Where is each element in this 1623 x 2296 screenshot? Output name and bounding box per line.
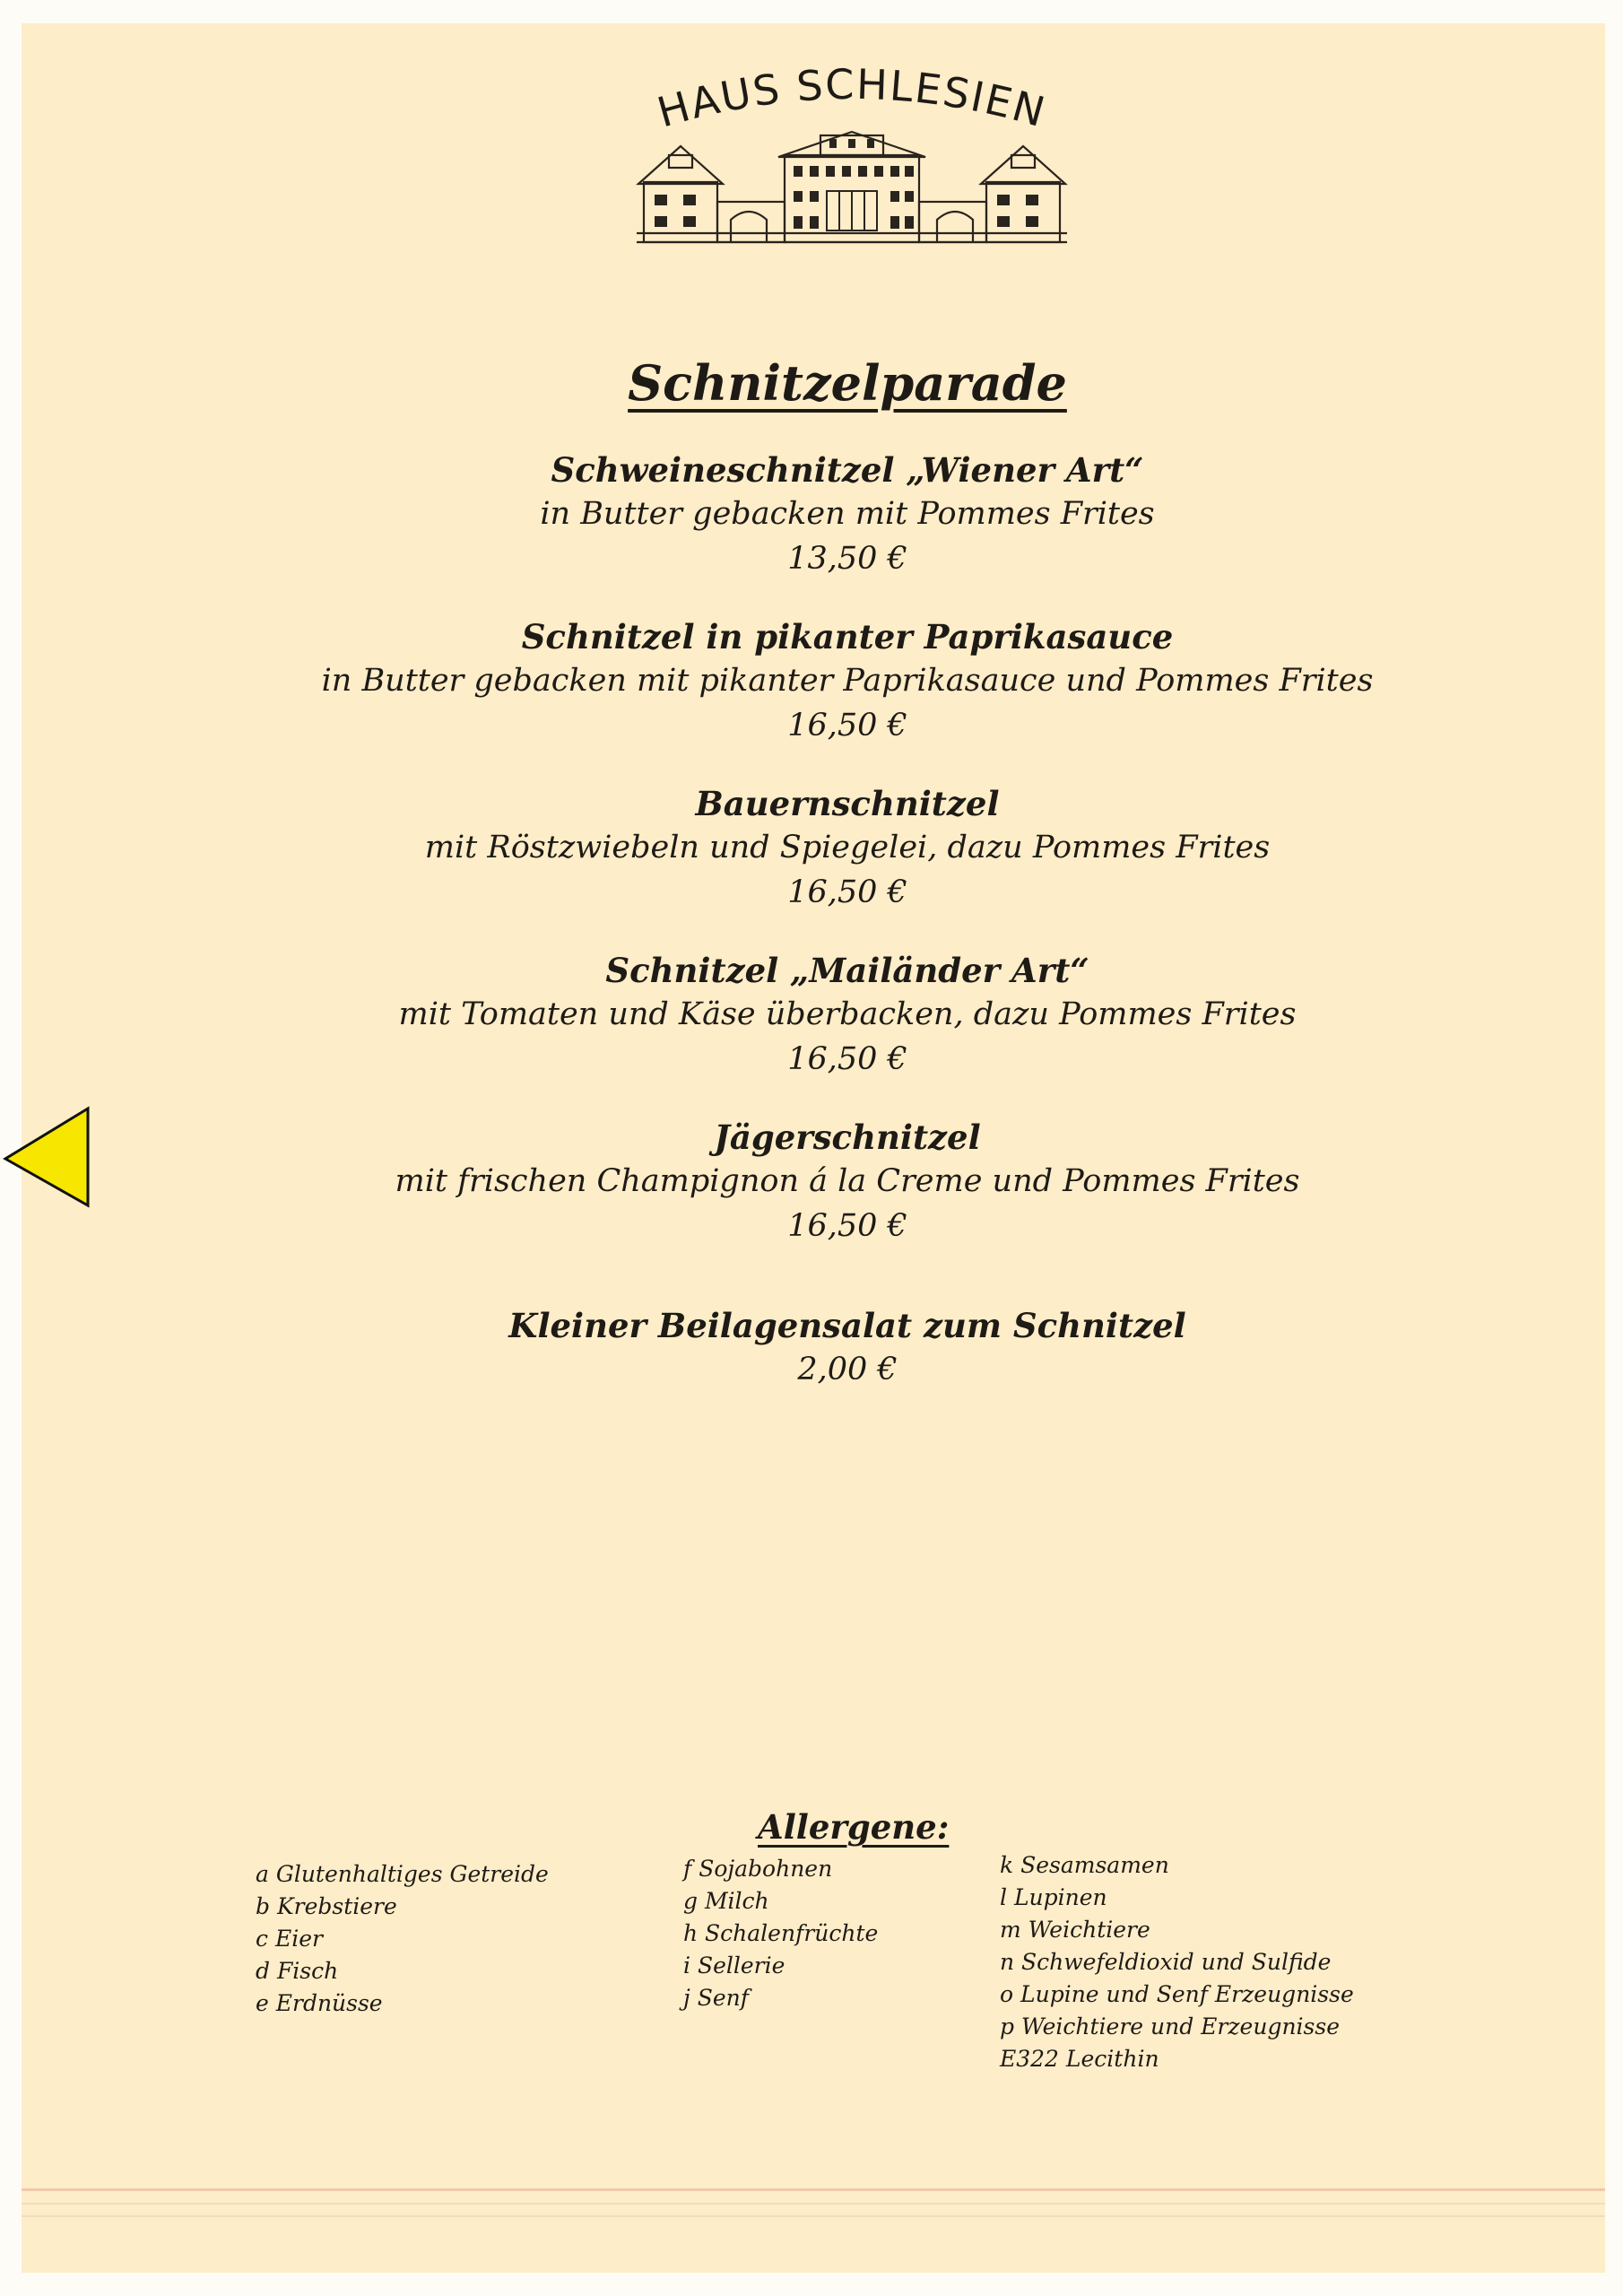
- dish-name: Bauernschnitzel: [695, 784, 1000, 823]
- allergen-item: m Weichtiere: [1000, 1917, 1150, 1943]
- allergen-item: h Schalenfrüchte: [683, 1920, 879, 1946]
- allergen-item: a Glutenhaltiges Getreide: [256, 1861, 549, 1887]
- allergen-list: [256, 1858, 549, 2020]
- dish-price: 16,50 €: [787, 1041, 907, 1077]
- allergen-item: b Krebstiere: [256, 1893, 397, 1919]
- allergen-list: [683, 1853, 878, 2014]
- triangle-left-icon: [0, 1103, 93, 1211]
- dish-description: in Butter gebacken mit Pommes Frites: [540, 496, 1155, 532]
- dish-item: [36, 782, 1623, 915]
- dish-price: 16,50 €: [787, 1208, 907, 1244]
- dish-item: [36, 1116, 1623, 1248]
- dish-price: 16,50 €: [787, 708, 907, 744]
- dish-price: 16,50 €: [787, 874, 907, 910]
- dish-price: 13,50 €: [787, 541, 907, 577]
- dish-name: Schnitzel in pikanter Paprikasauce: [521, 617, 1174, 657]
- brand-logo: [628, 49, 1076, 251]
- allergen-item: d Fisch: [256, 1958, 339, 1984]
- page-divider: [22, 2188, 1605, 2191]
- dish-name: Jägerschnitzel: [714, 1118, 981, 1157]
- allergen-item: e Erdnüsse: [256, 1990, 383, 2016]
- allergen-heading: Allergene:: [758, 1807, 950, 1847]
- allergen-item: f Sojabohnen: [683, 1856, 833, 1882]
- brand-name: HAUS SCHLESIEN: [652, 59, 1052, 137]
- dish-item: [36, 949, 1623, 1082]
- page-divider: [22, 2203, 1605, 2205]
- dish-description: mit Tomaten und Käse überbacken, dazu Pommes Frites: [398, 996, 1297, 1032]
- allergen-item: g Milch: [683, 1888, 769, 1914]
- dish-item: [36, 615, 1623, 748]
- allergen-item: l Lupinen: [1000, 1884, 1107, 1910]
- dish-description: mit frischen Champignon á la Creme und Pommes Frites: [395, 1163, 1300, 1199]
- allergen-item: n Schwefeldioxid und Sulfide: [1000, 1949, 1332, 1975]
- page-title: Schnitzelparade: [628, 354, 1067, 412]
- allergen-item: E322 Lecithin: [1000, 2046, 1159, 2072]
- previous-page-button[interactable]: [0, 1103, 93, 1211]
- page-divider: [22, 2215, 1605, 2217]
- allergen-item: o Lupine und Senf Erzeugnisse: [1000, 1981, 1354, 2007]
- allergen-item: i Sellerie: [683, 1952, 785, 1979]
- dish-item: [36, 448, 1623, 581]
- allergen-item: j Senf: [683, 1985, 749, 2011]
- allergen-item: p Weichtiere und Erzeugnisse: [1000, 2013, 1341, 2039]
- allergen-item: c Eier: [256, 1926, 323, 1952]
- dish-description: mit Röstzwiebeln und Spiegelei, dazu Pommes Frites: [424, 830, 1271, 865]
- dish-price: 2,00 €: [797, 1352, 898, 1387]
- side-salad-item: [36, 1304, 1623, 1392]
- dish-name: Schweineschnitzel „Wiener Art“: [551, 450, 1144, 490]
- dish-list: [36, 448, 1623, 1392]
- allergen-item: k Sesamsamen: [1000, 1852, 1169, 1878]
- allergen-list: [1000, 1849, 1354, 2075]
- dish-description: in Butter gebacken mit pikanter Paprikasauce und Pommes Frites: [321, 663, 1374, 699]
- dish-name: Kleiner Beilagensalat zum Schnitzel: [508, 1306, 1186, 1345]
- dish-name: Schnitzel „Mailänder Art“: [605, 951, 1089, 990]
- manor-house-icon: [628, 49, 1076, 251]
